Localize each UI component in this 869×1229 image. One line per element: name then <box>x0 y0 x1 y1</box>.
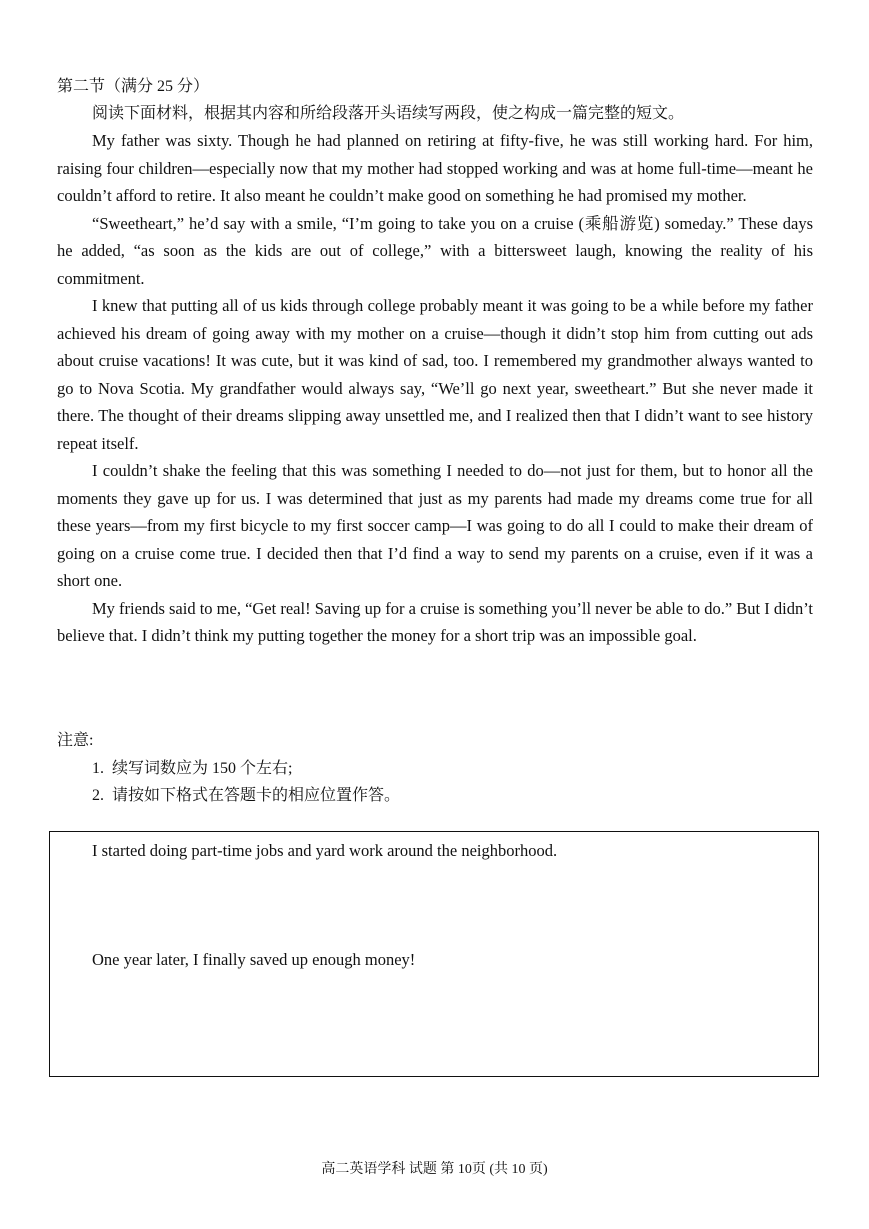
paragraph-starter-2: One year later, I finally saved up enough money! <box>92 950 416 969</box>
note-text: 续写词数应为 150 个左右; <box>112 759 293 777</box>
reading-passage <box>57 127 813 650</box>
notes-section <box>57 727 813 810</box>
paragraph-starter-1: I started doing part-time jobs and yard work around the neighborhood. <box>92 841 558 860</box>
section-title: 第二节（满分 25 分） <box>57 78 210 95</box>
note-text: 请按如下格式在答题卡的相应位置作答。 <box>112 787 401 804</box>
passage-paragraph: I couldn’t shake the feeling that this was something I needed to do—not just for them, but to honor all the moments they gave up for us. I was determined that just as my parents had made my dreams come true for all these years—from my first bicycle to my first soccer camp—I was going to do all I could to make their dream of going on a cruise come true. I decided then that I’d find a way to send my parents on a cruise, even if it was a short one. <box>57 461 813 590</box>
passage-paragraph: I knew that putting all of us kids through college probably meant it was going to be a while before my father achieved his dream of going away with my mother on a cruise—though it didn’t stop him from cutting out ads about cruise vacations! It was cute, but it was kind of sad, too. I remembered my grandmother always wanted to go to Nova Scotia. My grandfather would always say, “We’ll go next year, sweetheart.” But she never made it there. The thought of their dreams slipping away unsettled me, and I realized then that I didn’t want to see history repeat itself. <box>57 296 813 453</box>
passage-paragraph: “Sweetheart,” he’d say with a smile, “I’m going to take you on a cruise (乘船游览) someday.” These days he added, “as soon as the kids are out of college,” with a bittersweet laugh, knowing the reality of his commitment. <box>57 213 813 288</box>
answer-box <box>49 831 819 1077</box>
passage-paragraph: My father was sixty. Though he had planned on retiring at fifty-five, he was still working hard. For him, raising four children—especially now that my mother had stopped working and was at home full-time—meant he couldn’t afford to retire. It also meant he couldn’t make good on something he had promised my mother. <box>57 131 813 205</box>
note-number: 1. <box>92 759 104 777</box>
task-instruction: 阅读下面材料，根据其内容和所给段落开头语续写两段，使之构成一篇完整的短文。 <box>92 105 685 122</box>
notes-heading: 注意: <box>57 732 94 749</box>
notes-list <box>57 755 813 810</box>
page-footer: 高二英语学科 试题 第 10页 (共 10 页) <box>321 1162 548 1177</box>
note-item <box>57 782 813 810</box>
passage-paragraph: My friends said to me, “Get real! Saving up for a cruise is something you’ll never be able to do.” But I didn’t believe that. I didn’t think my putting together the money for a short trip was an impossible goal. <box>57 598 813 645</box>
note-item <box>57 755 813 783</box>
note-number: 2. <box>92 787 104 804</box>
